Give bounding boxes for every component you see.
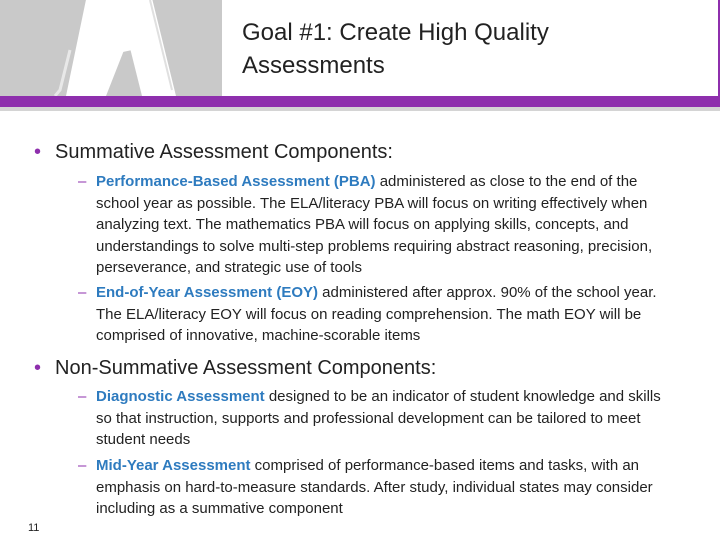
term-mid-year: Mid-Year Assessment — [96, 457, 251, 474]
header-shadow — [0, 107, 720, 111]
dash-icon: – — [78, 388, 87, 405]
section-heading-text: Non-Summative Assessment Components: — [55, 357, 437, 379]
term-pba: Performance-Based Assessment (PBA) — [96, 173, 376, 190]
dash-icon: – — [78, 457, 87, 474]
term-diagnostic: Diagnostic Assessment — [96, 388, 265, 405]
description-mid-year: comprised of performance-based items and tasks, with an emphasis on hard-to-measure standards. After study, individual states may consider including as a summative component — [96, 457, 653, 517]
title-line-1: Goal #1: Create High Quality — [242, 19, 549, 46]
section-heading-text: Summative Assessment Components: — [55, 141, 393, 163]
list-item-eoy — [78, 282, 678, 347]
page-title — [242, 16, 702, 82]
letter-a-logo-icon — [0, 0, 222, 96]
section-heading-summative — [34, 140, 393, 164]
dash-icon: – — [78, 173, 87, 190]
list-item-diagnostic — [78, 386, 678, 451]
dash-icon: – — [78, 284, 87, 301]
list-item-mid-year — [78, 455, 678, 520]
list-item-pba — [78, 171, 678, 279]
description-pba: administered as close to the end of the school year as possible. The ELA/literacy PBA will focus on writing effectively when analyzing text. The mathematics PBA will focus on applying skills, concepts, and understandings to solve multi-step problems requiring abstract reasoning, precision, perseverance, and strategic use of tools — [96, 173, 653, 276]
description-diagnostic: designed to be an indicator of student knowledge and skills so that instruction, supports and professional development can be tailored to meet student needs — [96, 388, 661, 448]
term-eoy: End-of-Year Assessment (EOY) — [96, 284, 319, 301]
title-line-2: Assessments — [242, 52, 385, 79]
bullet-icon: • — [34, 357, 42, 379]
header-divider — [0, 96, 720, 107]
page-number: 11 — [28, 522, 40, 534]
logo — [0, 0, 222, 96]
description-eoy: administered after approx. 90% of the school year. The ELA/literacy EOY will focus on reading comprehension. The math EOY will be comprised of innovative, machine-scorable items — [96, 284, 657, 344]
bullet-icon: • — [34, 141, 42, 163]
section-heading-non-summative — [34, 356, 436, 380]
